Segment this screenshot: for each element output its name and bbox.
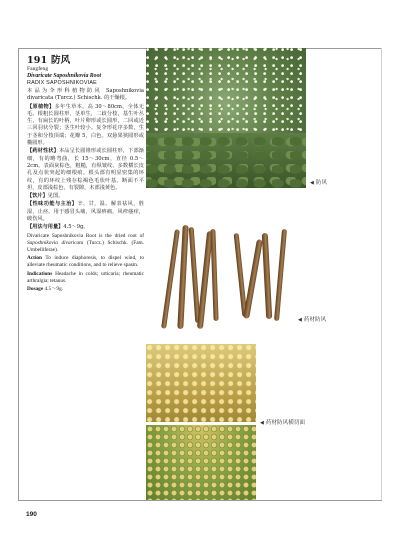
plant-photo [146, 48, 306, 188]
root-specimen [274, 229, 287, 321]
dosage-text: 4.5～9g。 [63, 224, 89, 231]
nature-text: 辛、甘，温。解表祛风，胜湿，止痉。用于感冒头痛，风湿痹痛，风疹瘙痒，破伤风。 [27, 201, 144, 223]
caption-slice-text: 药材防风横切面 [265, 420, 306, 426]
root-specimen [210, 229, 218, 321]
frame-left-rule [18, 48, 19, 500]
cross-section-photo-outer [146, 344, 256, 422]
page-number: 190 [26, 511, 37, 518]
drug-paragraph [27, 148, 144, 192]
english-indications [27, 271, 144, 285]
caption-pointer-icon: ◀ [260, 420, 264, 426]
root-specimen [177, 225, 188, 329]
english-intro [27, 233, 144, 255]
entry-title: 191 防风 [27, 55, 71, 66]
slice-label: 【饮片】 [27, 193, 48, 200]
english-dosage [27, 286, 144, 293]
frame-bottom-rule [18, 500, 382, 501]
entry-pinyin: Fangfeng [27, 66, 49, 72]
intro-paragraph: 本品为伞形科植物防风 Saposhnikovia divaricata (Turcz.) Schischk. 的干燥根。 [27, 88, 144, 102]
english-intro-suffix: (Turcz.) Schischk. (Fam. Umbelliferae). [27, 239, 145, 254]
plant-text: 多年生草本，高 30～80cm。全体无毛。根粗长圆柱形，茎单生，二歧分枝，基生叶丛生，有扁长的叶柄，叶片卵形或长圆形，二回或近三回羽状分裂；茎生叶较小。复伞形花序多数，生于茎和分枝顶端；花瓣 5，白色。双悬果狭圆形或椭圆形。 [27, 103, 144, 147]
nature-paragraph [27, 201, 144, 223]
text-column [27, 55, 144, 293]
dosage-label: 【用法与用量】 [27, 224, 64, 231]
roots-photo [146, 219, 306, 337]
cross-section-photo-inner [146, 425, 256, 500]
plant-paragraph [27, 104, 144, 148]
dosage-paragraph [27, 224, 144, 231]
caption-slice [260, 420, 305, 427]
english-intro-prefix: Divaricate Saposhnikovia Root is the dried root of [27, 232, 144, 239]
root-specimen [243, 239, 263, 319]
action-label: Action [27, 255, 43, 262]
slice-paragraph [27, 193, 144, 200]
root-specimen [262, 233, 272, 319]
plant-label: 【原植物】 [27, 103, 55, 110]
caption-plant [310, 180, 327, 187]
indications-label: Indications [27, 270, 53, 277]
slice-text: 见图。 [47, 193, 64, 200]
drug-label: 【药材性状】 [27, 148, 59, 155]
entry-latin-name: Divaricate Saposhnikovia Root [27, 73, 102, 79]
dosage-text-en: 4.5～9g. [44, 286, 64, 293]
english-action [27, 255, 144, 269]
caption-drug [298, 317, 326, 324]
caption-pointer-icon: ◀ [298, 317, 302, 323]
entry-drug-name: RADIX SAPOSHNIKOVIAE [27, 80, 97, 86]
plant-foliage [146, 133, 306, 188]
indications-text: Headache in colds; urticaria; rheumatic arthralgia; tetanus. [27, 270, 144, 284]
english-species: Saposhnikovia divaricata [27, 239, 84, 246]
dosage-label-en: Dosage [27, 286, 44, 293]
nature-label: 【性味功能与主治】 [27, 201, 78, 208]
caption-drug-text: 药材防风 [303, 317, 327, 323]
caption-pointer-icon: ◀ [310, 180, 314, 186]
caption-plant-text: 防风 [315, 180, 328, 186]
action-text: To induce diaphoresis, to dispel wind, to alleviate rheumatic conditions, and to relieve spasm. [27, 255, 144, 269]
frame-right-rule [381, 48, 382, 500]
drug-text: 本品呈长圆锥形或长圆柱形，下部渐细，有的略弯曲，长 15～30cm，直径 0.5～2cm。表面灰棕色，粗糙，有纵皱纹、多数横长皮孔及点状突起的细根痕。根头部有明显密集的环纹，有的环纹上残存棕褐色毛状叶基。断面不平坦，皮部浅棕色，有裂隙，木部浅黄色。 [27, 148, 144, 191]
